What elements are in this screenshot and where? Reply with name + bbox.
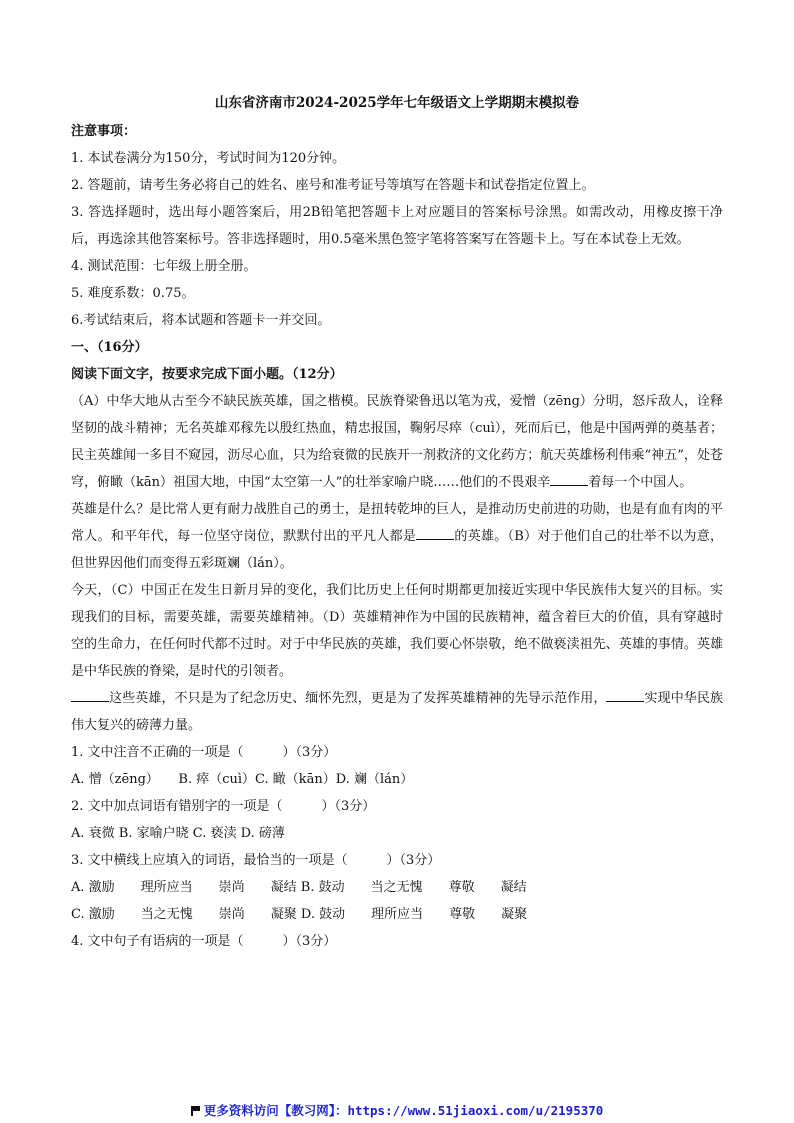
passage-text: 实现中华民族伟大复兴的磅薄力量。 [71, 691, 723, 733]
section-heading: 一、（16分） [71, 340, 148, 355]
passage-text: 着每一个中国人。 [588, 475, 693, 490]
exam-page [71, 92, 723, 955]
passage-text: 这些英雄，不只是为了纪念历史、缅怀先烈，更是为了发挥英雄精神的先导示范作用， [109, 691, 607, 706]
passage-paragraph: 今天，（C）中国正在发生日新月异的变化，我们比历史上任何时期都更加接近实现中华民族伟大复兴的目标。实现我们的目标，需要英雄，需要英雄精神。（D）英雄精神作为中国的民族精神，蕴含着巨大的价值，具有穿越时空的生命力，在任何时代都不过时。对于中华民族的英雄，我们要心怀崇敬，绝不做亵渎祖先、英雄的事情。英雄是中华民族的脊梁，是时代的引领者。 [71, 583, 723, 679]
answer-blank [416, 525, 454, 540]
question-options: A. 激励 理所应当 崇尚 凝结 B. 鼓动 当之无愧 尊敬 凝结 [71, 880, 527, 895]
question-options: C. 激励 当之无愧 崇尚 凝聚 D. 鼓动 理所应当 尊敬 凝聚 [71, 907, 528, 922]
passage-text: 的英雄。（B）对于他们自己的壮举不以为意，但世界因他们而变得五彩斑斓（lán）。 [71, 529, 723, 571]
notice-item: 6.考试结束后，将本试题和答题卡一并交回。 [71, 313, 331, 328]
question-stem: 2. 文中加点词语有错别字的一项是（ ）（3分） [71, 799, 376, 814]
notice-item: 5. 难度系数：0.75。 [71, 286, 195, 301]
question-stem: 1. 文中注音不正确的一项是（ ）（3分） [71, 745, 337, 760]
page-title: 山东省济南市2024-2025学年七年级语文上学期期末模拟卷 [214, 95, 580, 111]
question-options: A. 衰微 B. 家喻户晓 C. 亵渎 D. 磅薄 [71, 826, 285, 841]
passage-paragraph [71, 496, 723, 577]
question-stem: 3. 文中横线上应填入的词语，最恰当的一项是（ ）（3分） [71, 853, 441, 868]
notice-item: 4. 测试范围：七年级上册全册。 [71, 259, 257, 274]
question-stem: 4. 文中句子有语病的一项是（ ）（3分） [71, 934, 337, 949]
passage-paragraph [71, 685, 723, 739]
notice-item: 1. 本试卷满分为150分，考试时间为120分钟。 [71, 151, 346, 166]
notice-item: 3. 答选择题时，选出每小题答案后，用2B铅笔把答题卡上对应题目的答案标号涂黑。如需改动，用橡皮擦干净后，再选涂其他答案标号。答非选择题时，用0.5毫米黑色签字笔将答案写在答题卡上。写在本试卷上无效。 [71, 205, 723, 247]
notice-heading: 注意事项： [71, 124, 137, 139]
question-options: A. 憎（zēng） B. 瘁（cuì）C. 瞰（kān）D. 斓（lán） [71, 772, 414, 787]
answer-blank [606, 687, 644, 702]
passage-text: 英雄是什么？是比常人更有耐力战胜自己的勇士，是扭转乾坤的巨人，是推动历史前进的功勋，也是有血有肉的平常人。和平年代，每一位坚守岗位，默默付出的平凡人都是 [71, 502, 723, 544]
reading-instruction: 阅读下面文字，按要求完成下面小题。（12分） [71, 367, 343, 382]
passage-text: （A）中华大地从古至今不缺民族英雄，国之楷模。民族脊梁鲁迅以笔为戎，爱憎（zēng）分明，怒斥敌人，诠释坚韧的战斗精神；无名英雄邓稼先以殷红热血，精忠报国，鞠躬尽瘁（cuì），死而后已，他是中国两弹的奠基者；民主英雄闻一多目不窥园，沥尽心血，只为给衰微的民族开一剂救济的文化药方；航天英雄杨利伟乘“神五”，处苍穹，俯瞰（kān）祖国大地，中国“太空第一人”的壮举家喻户晓……他们的不畏艰辛 [71, 394, 723, 490]
notice-item: 2. 答题前，请考生务必将自己的姓名、座号和准考证号等填写在答题卡和试卷指定位置上。 [71, 178, 595, 193]
answer-blank [550, 471, 588, 486]
footer-link[interactable]: 更多资料访问【教习网】：https://www.51jiaoxi.com/u/2195370 [203, 1103, 604, 1118]
answer-blank [71, 687, 109, 702]
passage-paragraph [71, 388, 723, 496]
footer[interactable] [0, 1102, 794, 1120]
flag-icon [191, 1106, 200, 1116]
